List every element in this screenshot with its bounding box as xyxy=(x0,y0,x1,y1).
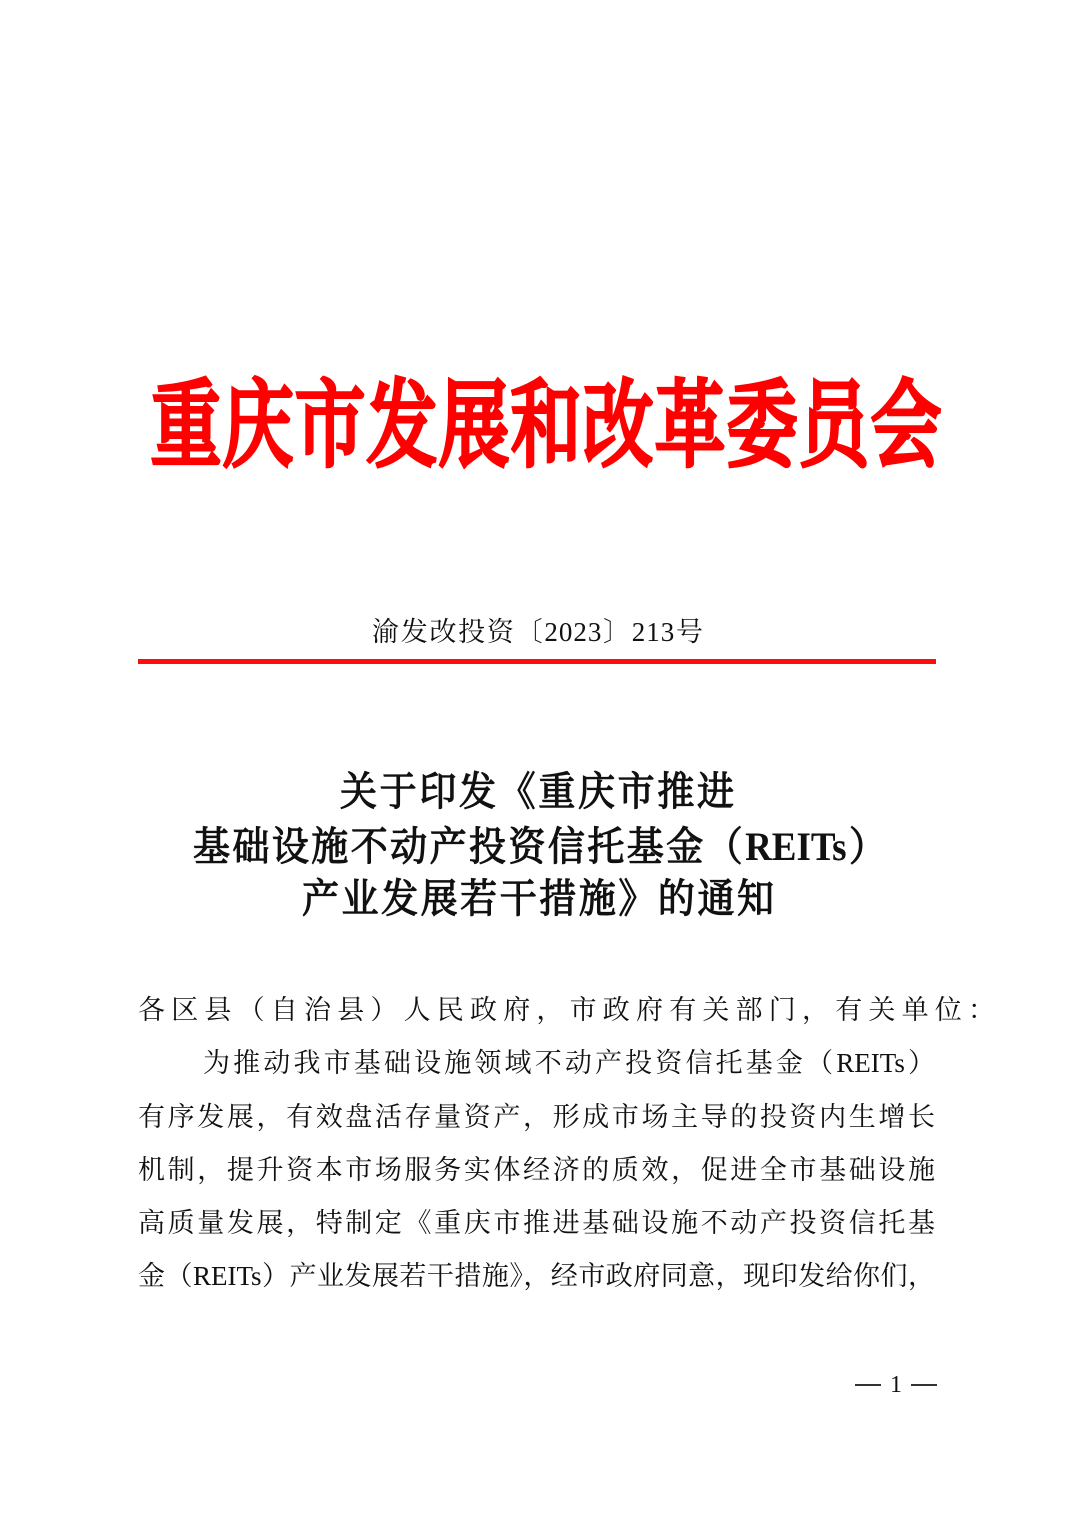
document-number: 渝发改投资〔2023〕213号 xyxy=(372,617,704,647)
page-number-dash-left xyxy=(855,1384,881,1386)
red-divider-rule xyxy=(138,659,936,664)
masthead-char: 革 xyxy=(654,368,726,481)
masthead-char: 庆 xyxy=(222,368,294,481)
page-number-dash-right xyxy=(911,1384,937,1386)
page-number-value: 1 xyxy=(890,1371,902,1398)
body-line: 高质量发展，特制定《重庆市推进基础设施不动产投资信托基 xyxy=(138,1208,935,1238)
masthead-char: 员 xyxy=(798,368,870,481)
masthead-char: 委 xyxy=(726,368,798,481)
body-line: 为推动我市基础设施领域不动产投资信托基金（REITs） xyxy=(203,1048,935,1078)
masthead-char: 重 xyxy=(150,368,222,481)
masthead-char: 展 xyxy=(438,368,510,481)
document-title-line-2: 基础设施不动产投资信托基金（REITs） xyxy=(193,825,886,870)
masthead-char: 会 xyxy=(870,368,942,481)
masthead-char: 改 xyxy=(582,368,654,481)
document-title-line-1: 关于印发《重庆市推进 xyxy=(340,770,734,815)
masthead-char: 和 xyxy=(510,368,582,481)
masthead-char: 市 xyxy=(294,368,366,481)
page-number xyxy=(855,1370,937,1400)
document-title-line-3: 产业发展若干措施》的通知 xyxy=(302,877,774,922)
body-line: 机制，提升资本市场服务实体经济的质效，促进全市基础设施 xyxy=(138,1155,935,1185)
body-line: 金（REITs）产业发展若干措施》，经市政府同意，现印发给你们， xyxy=(138,1261,935,1291)
salutation: 各区县（自治县）人民政府，市政府有关部门，有关单位： xyxy=(138,995,1002,1025)
body-line: 有序发展，有效盘活存量资产，形成市场主导的投资内生增长 xyxy=(138,1102,935,1132)
issuer-masthead xyxy=(150,368,942,481)
masthead-char: 发 xyxy=(366,368,438,481)
